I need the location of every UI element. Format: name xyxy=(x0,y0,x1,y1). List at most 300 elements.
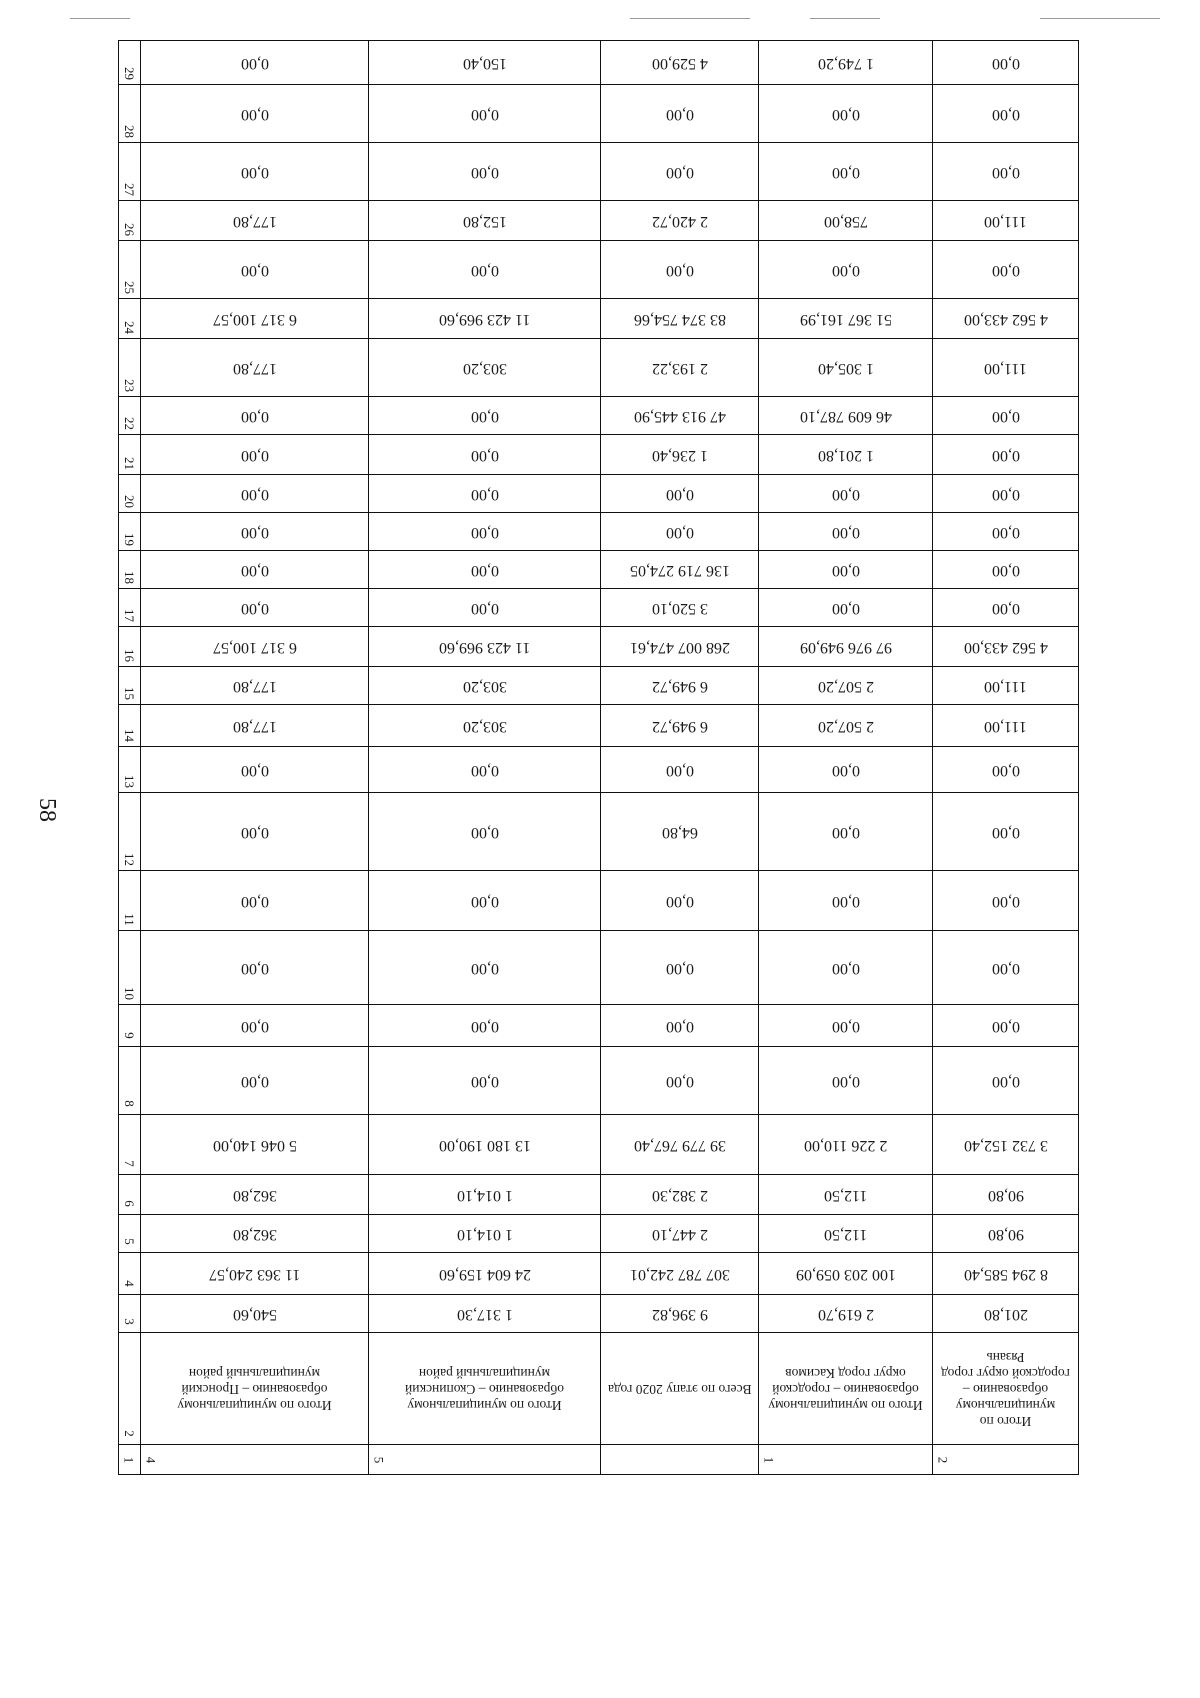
value-cell xyxy=(601,143,759,201)
value-cell xyxy=(601,1047,759,1115)
value-cell xyxy=(759,1175,933,1215)
cell-value: 0,00 xyxy=(831,261,860,279)
cell-value: 307 787 242,01 xyxy=(629,1265,730,1283)
value-cell xyxy=(369,1005,601,1047)
value-cell xyxy=(141,201,369,241)
column-number-cell xyxy=(119,513,141,551)
cell-value: 1 014,10 xyxy=(456,1186,513,1204)
cell-value: 0,00 xyxy=(240,407,269,425)
column-number-cell xyxy=(119,339,141,397)
value-cell xyxy=(933,551,1079,589)
index-cell xyxy=(141,1445,369,1475)
value-cell xyxy=(933,627,1079,667)
value-cell xyxy=(933,85,1079,143)
value-cell xyxy=(933,397,1079,435)
value-cell xyxy=(369,793,601,871)
row-header-text: Итого по муниципальному образованию – Пронский муниципальный район xyxy=(177,1365,332,1413)
column-number: 12 xyxy=(122,853,137,866)
value-cell xyxy=(601,589,759,627)
cell-value: 303,20 xyxy=(462,359,507,377)
cell-value: 177,80 xyxy=(232,212,277,230)
column-number: 11 xyxy=(122,913,137,926)
cell-value: 0,00 xyxy=(240,105,269,123)
cell-value: 0,00 xyxy=(470,523,499,541)
index-cell xyxy=(759,1445,933,1475)
cell-value: 152,80 xyxy=(462,212,507,230)
column-number: 20 xyxy=(122,495,137,508)
cell-value: 0,00 xyxy=(240,599,269,617)
column-number: 26 xyxy=(122,223,137,236)
value-cell xyxy=(933,1215,1079,1253)
cell-value: 362,80 xyxy=(232,1186,277,1204)
cell-value: 112,50 xyxy=(823,1186,868,1204)
cell-value: 268 007 474,61 xyxy=(629,638,730,656)
cell-value: 0,00 xyxy=(470,1072,499,1090)
cell-value: 303,20 xyxy=(462,677,507,695)
value-cell xyxy=(601,1005,759,1047)
column-number-cell xyxy=(119,41,141,85)
value-cell xyxy=(369,201,601,241)
table-row xyxy=(119,1215,1079,1253)
column-number: 22 xyxy=(122,417,137,430)
index-value: 1 xyxy=(761,1456,777,1463)
column-number-cell xyxy=(119,793,141,871)
value-cell xyxy=(141,41,369,85)
table-row xyxy=(119,1333,1079,1445)
cell-value: 0,00 xyxy=(470,823,499,841)
value-cell xyxy=(933,201,1079,241)
value-cell xyxy=(369,1175,601,1215)
value-cell xyxy=(601,667,759,705)
cell-value: 177,80 xyxy=(232,677,277,695)
cell-value: 0,00 xyxy=(991,105,1020,123)
table-row xyxy=(119,871,1079,931)
value-cell xyxy=(601,41,759,85)
column-number-cell xyxy=(119,241,141,299)
cell-value: 6 317 100,57 xyxy=(212,638,297,656)
cell-value: 0,00 xyxy=(665,1017,694,1035)
index-cell xyxy=(119,1445,141,1475)
value-cell xyxy=(601,705,759,747)
cell-value: 0,00 xyxy=(665,892,694,910)
value-cell xyxy=(369,1047,601,1115)
value-cell xyxy=(759,1115,933,1175)
value-cell xyxy=(369,551,601,589)
cell-value: 0,00 xyxy=(831,523,860,541)
cell-value: 0,00 xyxy=(831,599,860,617)
table-row xyxy=(119,551,1079,589)
index-cell xyxy=(933,1445,1079,1475)
index-value: 1 xyxy=(121,1456,137,1463)
column-number: 29 xyxy=(122,67,137,80)
value-cell xyxy=(141,513,369,551)
column-number-cell xyxy=(119,627,141,667)
cell-value: 0,00 xyxy=(991,599,1020,617)
column-number: 16 xyxy=(122,649,137,662)
value-cell xyxy=(601,793,759,871)
cell-value: 0,00 xyxy=(470,561,499,579)
cell-value: 0,00 xyxy=(991,823,1020,841)
cell-value: 39 779 767,40 xyxy=(633,1136,726,1154)
cell-value: 0,00 xyxy=(991,261,1020,279)
row-header-text: Итого по муниципальному образованию – городской округ город Рязань xyxy=(941,1349,1070,1429)
cell-value: 0,00 xyxy=(240,561,269,579)
cell-value: 0,00 xyxy=(991,892,1020,910)
table-row xyxy=(119,339,1079,397)
value-cell xyxy=(601,435,759,475)
cell-value: 0,00 xyxy=(240,485,269,503)
column-number-cell xyxy=(119,397,141,435)
column-number: 2 xyxy=(122,1430,137,1437)
cell-value: 201,80 xyxy=(983,1305,1028,1323)
cell-value: 90,80 xyxy=(987,1225,1024,1243)
value-cell xyxy=(759,747,933,793)
value-cell xyxy=(759,627,933,667)
cell-value: 0,00 xyxy=(665,163,694,181)
value-cell xyxy=(601,1115,759,1175)
cell-value: 4 562 433,00 xyxy=(963,310,1048,328)
cell-value: 2 507,20 xyxy=(817,717,874,735)
table-row xyxy=(119,747,1079,793)
column-number: 15 xyxy=(122,687,137,700)
cell-value: 0,00 xyxy=(240,892,269,910)
table-row xyxy=(119,1115,1079,1175)
value-cell xyxy=(933,1047,1079,1115)
value-cell xyxy=(369,931,601,1005)
column-number-cell xyxy=(119,475,141,513)
cell-value: 11 363 240,57 xyxy=(208,1265,301,1283)
column-number-cell xyxy=(119,931,141,1005)
cell-value: 0,00 xyxy=(470,163,499,181)
value-cell xyxy=(369,667,601,705)
column-number-cell xyxy=(119,1215,141,1253)
value-cell xyxy=(601,1175,759,1215)
column-number-cell xyxy=(119,143,141,201)
value-cell xyxy=(141,1215,369,1253)
value-cell xyxy=(141,1005,369,1047)
cell-value: 9 396,82 xyxy=(651,1305,708,1323)
cell-value: 0,00 xyxy=(470,959,499,977)
cell-value: 0,00 xyxy=(991,959,1020,977)
cell-value: 8 294 585,40 xyxy=(963,1265,1048,1283)
cell-value: 0,00 xyxy=(665,523,694,541)
cell-value: 1 749,20 xyxy=(817,54,874,72)
row-header xyxy=(141,1333,369,1445)
cell-value: 0,00 xyxy=(831,892,860,910)
table-row xyxy=(119,1175,1079,1215)
index-row xyxy=(119,1445,1079,1475)
column-number: 4 xyxy=(122,1280,137,1287)
value-cell xyxy=(601,299,759,339)
scan-smudge xyxy=(630,18,750,19)
value-cell xyxy=(601,871,759,931)
cell-value: 177,80 xyxy=(232,359,277,377)
column-number: 6 xyxy=(122,1200,137,1207)
cell-value: 0,00 xyxy=(240,523,269,541)
cell-value: 46 609 787,10 xyxy=(799,407,892,425)
value-cell xyxy=(933,299,1079,339)
column-number: 18 xyxy=(122,571,137,584)
index-value: 2 xyxy=(935,1456,951,1463)
value-cell xyxy=(933,435,1079,475)
value-cell xyxy=(369,1253,601,1295)
cell-value: 6 949,72 xyxy=(651,677,708,695)
value-cell xyxy=(141,475,369,513)
value-cell xyxy=(141,667,369,705)
cell-value: 64,80 xyxy=(661,823,698,841)
value-cell xyxy=(933,1253,1079,1295)
value-cell xyxy=(933,1295,1079,1333)
value-cell xyxy=(601,931,759,1005)
cell-value: 758,00 xyxy=(823,212,868,230)
cell-value: 0,00 xyxy=(665,261,694,279)
cell-value: 0,00 xyxy=(831,761,860,779)
value-cell xyxy=(759,435,933,475)
cell-value: 0,00 xyxy=(240,54,269,72)
value-cell xyxy=(141,241,369,299)
column-number: 19 xyxy=(122,533,137,546)
cell-value: 90,80 xyxy=(987,1186,1024,1204)
value-cell xyxy=(601,513,759,551)
value-cell xyxy=(933,667,1079,705)
value-cell xyxy=(369,1295,601,1333)
value-cell xyxy=(759,339,933,397)
row-header xyxy=(601,1333,759,1445)
table-row xyxy=(119,241,1079,299)
cell-value: 111,00 xyxy=(984,677,1027,695)
cell-value: 0,00 xyxy=(831,823,860,841)
value-cell xyxy=(369,339,601,397)
column-number-cell xyxy=(119,667,141,705)
column-number: 21 xyxy=(122,457,137,470)
table-row xyxy=(119,793,1079,871)
value-cell xyxy=(759,513,933,551)
column-number-cell xyxy=(119,705,141,747)
cell-value: 112,50 xyxy=(823,1225,868,1243)
cell-value: 0,00 xyxy=(470,761,499,779)
value-cell xyxy=(933,513,1079,551)
column-number: 3 xyxy=(122,1318,137,1325)
cell-value: 0,00 xyxy=(991,561,1020,579)
column-number: 17 xyxy=(122,609,137,622)
cell-value: 0,00 xyxy=(240,959,269,977)
value-cell xyxy=(933,589,1079,627)
cell-value: 1 305,40 xyxy=(817,359,874,377)
value-cell xyxy=(933,871,1079,931)
cell-value: 1 014,10 xyxy=(456,1225,513,1243)
table-row xyxy=(119,201,1079,241)
value-cell xyxy=(369,705,601,747)
cell-value: 2 382,30 xyxy=(651,1186,708,1204)
value-cell xyxy=(141,397,369,435)
cell-value: 3 732 152,40 xyxy=(963,1136,1048,1154)
column-number: 5 xyxy=(122,1238,137,1245)
value-cell xyxy=(601,241,759,299)
column-number-cell xyxy=(119,1175,141,1215)
value-cell xyxy=(759,475,933,513)
value-cell xyxy=(601,201,759,241)
table-row xyxy=(119,143,1079,201)
value-cell xyxy=(369,241,601,299)
value-cell xyxy=(601,339,759,397)
cell-value: 0,00 xyxy=(665,1072,694,1090)
table-row xyxy=(119,1047,1079,1115)
value-cell xyxy=(759,705,933,747)
column-number: 10 xyxy=(122,987,137,1000)
cell-value: 1 201,80 xyxy=(817,446,874,464)
value-cell xyxy=(601,627,759,667)
value-cell xyxy=(141,85,369,143)
cell-value: 11 423 969,60 xyxy=(438,310,531,328)
value-cell xyxy=(759,41,933,85)
cell-value: 2 193,22 xyxy=(651,359,708,377)
cell-value: 0,00 xyxy=(470,446,499,464)
value-cell xyxy=(759,589,933,627)
cell-value: 6 949,72 xyxy=(651,717,708,735)
value-cell xyxy=(141,551,369,589)
value-cell xyxy=(141,1175,369,1215)
table-row xyxy=(119,513,1079,551)
cell-value: 0,00 xyxy=(831,485,860,503)
scan-smudge xyxy=(810,18,880,19)
scan-smudge xyxy=(70,18,130,19)
cell-value: 0,00 xyxy=(240,261,269,279)
cell-value: 2 507,20 xyxy=(817,677,874,695)
row-header xyxy=(759,1333,933,1445)
cell-value: 2 619,70 xyxy=(817,1305,874,1323)
table-row xyxy=(119,705,1079,747)
value-cell xyxy=(759,1253,933,1295)
value-cell xyxy=(933,339,1079,397)
value-cell xyxy=(369,627,601,667)
value-cell xyxy=(141,705,369,747)
cell-value: 0,00 xyxy=(665,105,694,123)
index-cell xyxy=(601,1445,759,1475)
value-cell xyxy=(369,1215,601,1253)
column-number-cell xyxy=(119,1253,141,1295)
value-cell xyxy=(933,793,1079,871)
value-cell xyxy=(141,435,369,475)
cell-value: 4 529,00 xyxy=(651,54,708,72)
cell-value: 0,00 xyxy=(470,1017,499,1035)
value-cell xyxy=(369,1115,601,1175)
cell-value: 0,00 xyxy=(240,823,269,841)
value-cell xyxy=(759,931,933,1005)
row-header xyxy=(369,1333,601,1445)
table-row xyxy=(119,1253,1079,1295)
table-row xyxy=(119,931,1079,1005)
value-cell xyxy=(601,85,759,143)
cell-value: 2 447,10 xyxy=(651,1225,708,1243)
cell-value: 150,40 xyxy=(462,54,507,72)
cell-value: 0,00 xyxy=(240,446,269,464)
column-number: 28 xyxy=(122,125,137,138)
index-value: 5 xyxy=(371,1456,387,1463)
cell-value: 0,00 xyxy=(470,261,499,279)
cell-value: 0,00 xyxy=(991,761,1020,779)
cell-value: 47 913 445,90 xyxy=(633,407,726,425)
value-cell xyxy=(601,475,759,513)
cell-value: 1 236,40 xyxy=(651,446,708,464)
table-row xyxy=(119,627,1079,667)
value-cell xyxy=(759,1047,933,1115)
value-cell xyxy=(759,667,933,705)
value-cell xyxy=(369,513,601,551)
cell-value: 0,00 xyxy=(991,407,1020,425)
cell-value: 303,20 xyxy=(462,717,507,735)
cell-value: 177,80 xyxy=(232,717,277,735)
value-cell xyxy=(601,747,759,793)
value-cell xyxy=(141,747,369,793)
value-cell xyxy=(369,747,601,793)
value-cell xyxy=(369,41,601,85)
value-cell xyxy=(369,589,601,627)
cell-value: 0,00 xyxy=(470,892,499,910)
cell-value: 0,00 xyxy=(991,523,1020,541)
column-number: 8 xyxy=(122,1100,137,1107)
page-number: 58 xyxy=(34,798,60,822)
column-number-cell xyxy=(119,589,141,627)
index-cell xyxy=(369,1445,601,1475)
value-cell xyxy=(141,339,369,397)
table-row xyxy=(119,1005,1079,1047)
column-number: 14 xyxy=(122,729,137,742)
cell-value: 2 226 110,00 xyxy=(803,1136,888,1154)
row-header-text: Итого по муниципальному образованию – Скопинский муниципальный район xyxy=(405,1365,564,1413)
cell-value: 0,00 xyxy=(665,959,694,977)
value-cell xyxy=(369,871,601,931)
column-number-cell xyxy=(119,1047,141,1115)
value-cell xyxy=(141,1115,369,1175)
value-cell xyxy=(933,1115,1079,1175)
value-cell xyxy=(141,299,369,339)
value-cell xyxy=(601,1295,759,1333)
value-cell xyxy=(601,1253,759,1295)
value-cell xyxy=(141,1253,369,1295)
column-number: 23 xyxy=(122,379,137,392)
value-cell xyxy=(759,871,933,931)
column-number-cell xyxy=(119,871,141,931)
cell-value: 0,00 xyxy=(240,163,269,181)
cell-value: 0,00 xyxy=(470,105,499,123)
cell-value: 0,00 xyxy=(831,1017,860,1035)
cell-value: 100 203 059,09 xyxy=(795,1265,896,1283)
cell-value: 0,00 xyxy=(470,485,499,503)
column-number-cell xyxy=(119,1115,141,1175)
value-cell xyxy=(601,1215,759,1253)
column-number-cell xyxy=(119,1333,141,1445)
row-header xyxy=(933,1333,1079,1445)
value-cell xyxy=(933,475,1079,513)
cell-value: 0,00 xyxy=(831,1072,860,1090)
value-cell xyxy=(933,41,1079,85)
value-cell xyxy=(601,551,759,589)
cell-value: 0,00 xyxy=(991,446,1020,464)
value-cell xyxy=(933,143,1079,201)
column-number-cell xyxy=(119,85,141,143)
column-number: 24 xyxy=(122,321,137,334)
cell-value: 5 046 140,00 xyxy=(212,1136,297,1154)
column-number-cell xyxy=(119,299,141,339)
value-cell xyxy=(141,871,369,931)
cell-value: 111,00 xyxy=(984,359,1027,377)
value-cell xyxy=(141,143,369,201)
value-cell xyxy=(933,1175,1079,1215)
cell-value: 0,00 xyxy=(831,163,860,181)
value-cell xyxy=(369,143,601,201)
value-cell xyxy=(369,435,601,475)
value-cell xyxy=(759,143,933,201)
